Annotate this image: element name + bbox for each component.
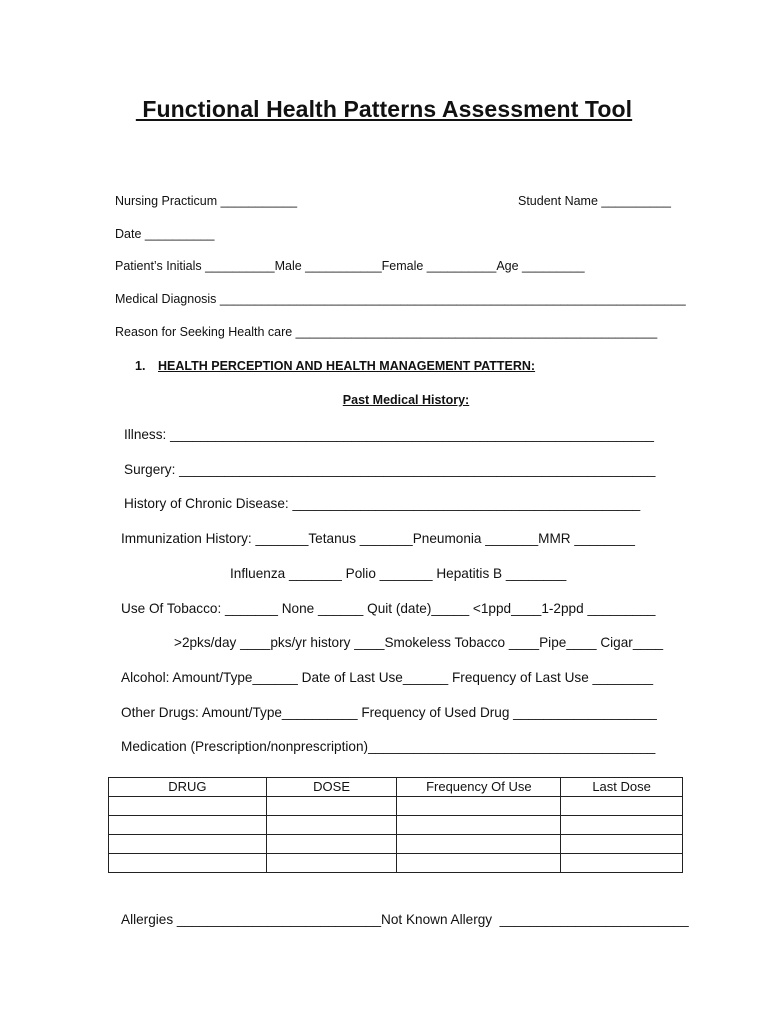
tobacco-field-2: >2pks/day ____pks/yr history ____Smokeless Tobacco ____Pipe____ Cigar____: [174, 635, 664, 650]
reason-field: Reason for Seeking Health care ____________________________________________________: [115, 325, 658, 339]
page-title: Functional Health Patterns Assessment Tool: [135, 96, 633, 122]
immunization-field-2: Influenza _______ Polio _______ Hepatitis B ________: [230, 566, 567, 581]
column-header-last-dose: Last Dose: [561, 778, 683, 797]
table-row: [109, 835, 683, 854]
table-cell: [109, 835, 267, 854]
table-row: [109, 816, 683, 835]
table-cell: [397, 816, 561, 835]
table-cell: [561, 835, 683, 854]
column-header-dose: DOSE: [266, 778, 397, 797]
table-row: [109, 854, 683, 873]
surgery-field: Surgery: _______________________________________________________________: [124, 462, 656, 477]
column-header-drug: DRUG: [109, 778, 267, 797]
medical-diagnosis-field: Medical Diagnosis ___________________________________________________________________: [115, 292, 686, 306]
table-cell: [109, 854, 267, 873]
patient-info-field: Patient’s Initials __________Male ___________Female __________Age _________: [115, 259, 585, 273]
table-cell: [397, 835, 561, 854]
table-cell: [109, 816, 267, 835]
drug-table: [108, 777, 683, 873]
past-medical-history-heading: Past Medical History:: [342, 393, 470, 407]
chronic-disease-field: History of Chronic Disease: ______________________________________________: [124, 496, 641, 511]
allergies-field: Allergies ___________________________Not Known Allergy _________________________: [121, 912, 689, 927]
illness-field: Illness: ________________________________________________________________: [124, 427, 654, 442]
table-cell: [561, 854, 683, 873]
table-cell: [397, 854, 561, 873]
date-field: Date __________: [115, 227, 215, 241]
table-cell: [109, 797, 267, 816]
table-header-row: [109, 778, 683, 797]
alcohol-field: Alcohol: Amount/Type______ Date of Last Use______ Frequency of Last Use ________: [121, 670, 654, 685]
table-cell: [397, 797, 561, 816]
section-number: 1.: [135, 359, 146, 373]
table-cell: [266, 797, 397, 816]
table-cell: [266, 816, 397, 835]
nursing-practicum-field: Nursing Practicum ___________: [115, 194, 298, 208]
table-cell: [266, 854, 397, 873]
column-header-frequency: Frequency Of Use: [397, 778, 561, 797]
immunization-field: Immunization History: _______Tetanus _______Pneumonia _______MMR ________: [121, 531, 635, 546]
other-drugs-field: Other Drugs: Amount/Type__________ Frequency of Used Drug ___________________: [121, 705, 657, 720]
medication-field: Medication (Prescription/nonprescription)______________________________________: [121, 739, 656, 754]
table-row: [109, 797, 683, 816]
student-name-field: Student Name __________: [518, 194, 671, 208]
tobacco-field: Use Of Tobacco: _______ None ______ Quit (date)_____ <1ppd____1-2ppd _________: [121, 601, 656, 616]
section-heading: HEALTH PERCEPTION AND HEALTH MANAGEMENT PATTERN:: [158, 359, 536, 373]
table-cell: [561, 816, 683, 835]
table-cell: [266, 835, 397, 854]
table-cell: [561, 797, 683, 816]
